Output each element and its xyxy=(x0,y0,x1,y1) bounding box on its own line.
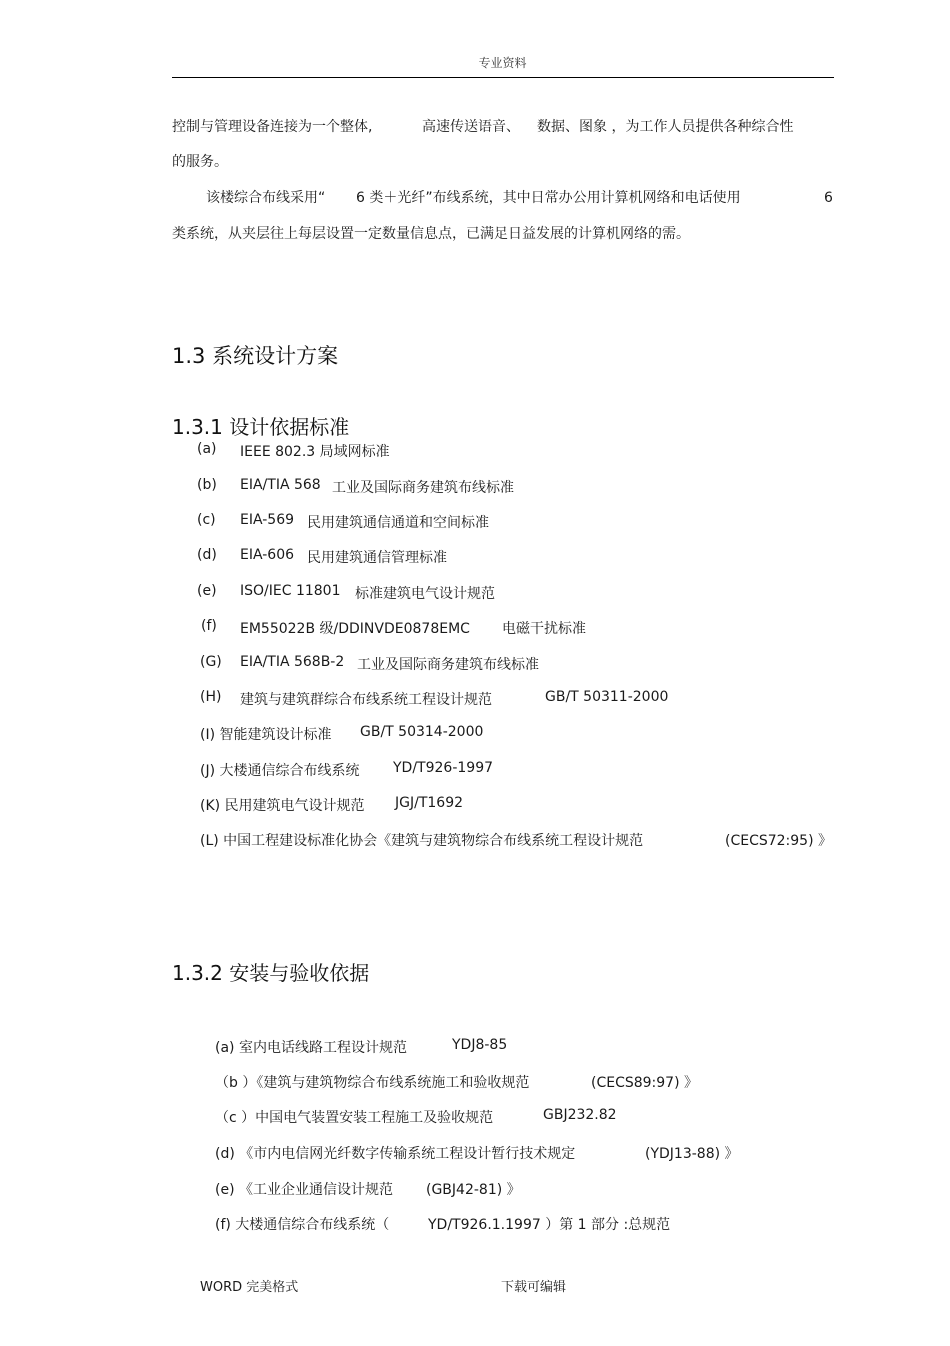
standard-desc: 标准建筑电气设计规范 xyxy=(355,586,495,602)
header-rule xyxy=(172,77,834,78)
acceptance-code: (CECS89:97) 》 xyxy=(591,1075,699,1091)
intro-p1-line2: 的服务。 xyxy=(172,154,228,170)
section-1-3-2-title: 1.3.2 安装与验收依据 xyxy=(172,961,370,985)
section-1-3-1-title: 1.3.1 设计依据标准 xyxy=(172,415,350,439)
standard-label: (e) xyxy=(197,583,217,599)
acceptance-item: (e) 《工业企业通信设计规范 xyxy=(215,1182,393,1198)
standard-code: EIA-569 xyxy=(240,512,295,528)
standard-desc: JGJ/T1692 xyxy=(395,795,464,811)
standard-label: (I) 智能建筑设计标准 xyxy=(200,727,332,743)
standard-code: IEEE 802.3 局域网标准 xyxy=(240,444,390,460)
intro-p2-c: 6 xyxy=(824,190,833,206)
standard-desc: 电磁干扰标准 xyxy=(502,621,586,637)
standard-code: EM55022B 级/DDINVDE0878EMC xyxy=(240,621,470,637)
acceptance-code: YD/T926.1.1997 ）第 1 部分 :总规范 xyxy=(428,1217,671,1233)
acceptance-code: (GBJ42-81) 》 xyxy=(426,1182,521,1198)
standard-label: (b) xyxy=(197,477,217,493)
standard-label: (J) 大楼通信综合布线系统 xyxy=(200,763,360,779)
intro-p2-a: 该楼综合布线采用“ xyxy=(206,190,326,206)
acceptance-item: （b ）《建筑与建筑物综合布线系统施工和验收规范 xyxy=(215,1075,530,1091)
intro-p1-a: 控制与管理设备连接为一个整体, xyxy=(172,119,373,135)
acceptance-item: (d) 《市内电信网光纤数字传输系统工程设计暂行技术规定 xyxy=(215,1146,576,1162)
standard-desc: YD/T926-1997 xyxy=(393,760,494,776)
standard-desc: 工业及国际商务建筑布线标准 xyxy=(357,657,539,673)
acceptance-item: (f) 大楼通信综合布线系统（ xyxy=(215,1217,390,1233)
standard-label: (c) xyxy=(197,512,216,528)
standard-label: (f) xyxy=(201,618,217,634)
intro-p1-b: 高速传送语音、 xyxy=(422,119,520,135)
intro-p2-b: 6 类＋光纤”布线系统，其中日常办公用计算机网络和电话使用 xyxy=(356,190,741,206)
standard-desc: GB/T 50311-2000 xyxy=(545,689,669,705)
standard-desc: 民用建筑通信管理标准 xyxy=(307,550,447,566)
standard-label: (L) 中国工程建设标准化协会《建筑与建筑物综合布线系统工程设计规范 xyxy=(200,833,644,849)
standard-desc: GB/T 50314-2000 xyxy=(360,724,484,740)
standard-code: ISO/IEC 11801 xyxy=(240,583,341,599)
acceptance-item: (a) 室内电话线路工程设计规范 xyxy=(215,1040,407,1056)
section-1-3-title: 1.3 系统设计方案 xyxy=(172,344,339,368)
standard-desc: (CECS72:95) 》 xyxy=(725,833,833,849)
intro-p2-line2: 类系统，从夹层往上每层设置一定数量信息点，已满足日益发展的计算机网络的需。 xyxy=(172,226,690,242)
standard-label: (H) xyxy=(200,689,222,705)
acceptance-code: YDJ8-85 xyxy=(452,1037,508,1053)
acceptance-code: (YDJ13-88) 》 xyxy=(645,1146,739,1162)
acceptance-item: （c ）中国电气装置安装工程施工及验收规范 xyxy=(215,1110,494,1126)
standard-label: (G) xyxy=(200,654,222,670)
standard-code: EIA/TIA 568B-2 xyxy=(240,654,345,670)
standard-label: (d) xyxy=(197,547,217,563)
acceptance-code: GBJ232.82 xyxy=(543,1107,617,1123)
standard-code: 建筑与建筑群综合布线系统工程设计规范 xyxy=(240,692,492,708)
standard-code: EIA-606 xyxy=(240,547,295,563)
standard-code: EIA/TIA 568 xyxy=(240,477,321,493)
standard-desc: 工业及国际商务建筑布线标准 xyxy=(332,480,514,496)
footer-center: 下载可编辑 xyxy=(501,1280,567,1295)
page-header: 专业资料 xyxy=(478,56,527,70)
intro-p1-c: 数据、图象 ，为工作人员提供各种综合性 xyxy=(537,119,794,135)
footer-left: WORD 完美格式 xyxy=(200,1280,299,1295)
standard-label: (a) xyxy=(197,441,217,457)
standard-label: (K) 民用建筑电气设计规范 xyxy=(200,798,365,814)
standard-desc: 民用建筑通信通道和空间标准 xyxy=(307,515,489,531)
